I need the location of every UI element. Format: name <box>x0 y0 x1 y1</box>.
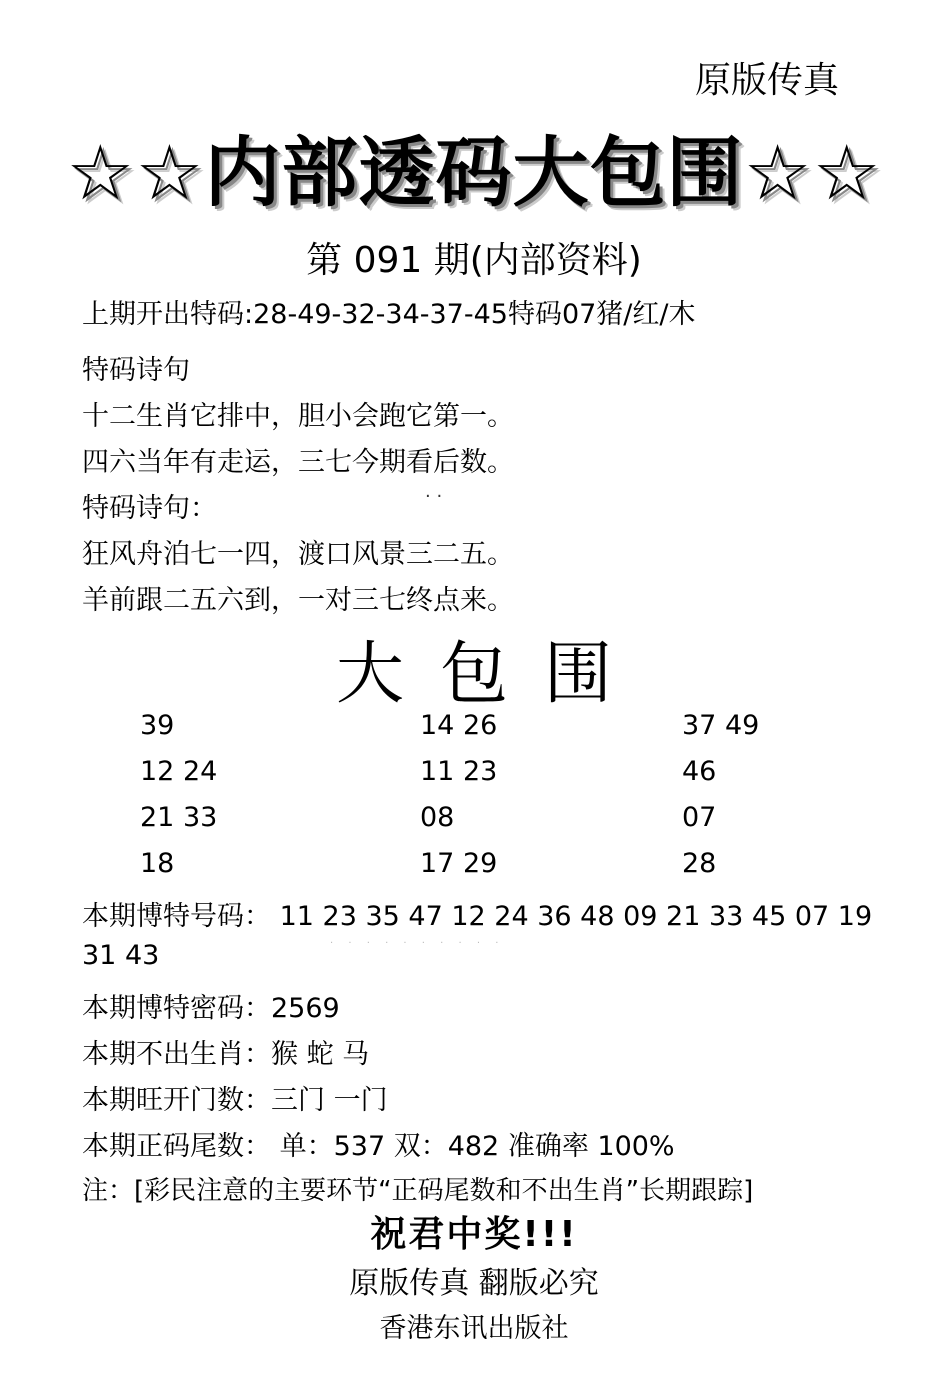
tail-numbers: 本期正码尾数： 单：537 双：482 准确率 100% <box>82 1131 675 1162</box>
poem1-line2: 四六当年有走运，三七今期看后数。 <box>82 447 514 478</box>
poem2-line2: 羊前跟二五六到，一对三七终点来。 <box>82 585 514 616</box>
big-title: 大包围 <box>335 635 648 714</box>
grid-cell: 12 24 <box>140 756 218 787</box>
grid-cell: 18 <box>140 848 175 879</box>
poem1-line1: 十二生肖它排中，胆小会跑它第一。 <box>82 401 514 432</box>
special-numbers-line2: 31 43 <box>82 940 160 971</box>
faint-marks: · · · · · · · · · · <box>330 938 505 949</box>
page-title: ☆☆内部透码大包围☆☆ <box>66 128 882 217</box>
last-draw-result: 上期开出特码:28-49-32-34-37-45特码07猪/红/木 <box>82 299 696 330</box>
grid-cell: 08 <box>420 802 455 833</box>
grid-cell: 07 <box>682 802 717 833</box>
grid-cell: 14 26 <box>420 710 498 741</box>
grid-cell: 28 <box>682 848 717 879</box>
poem2-heading: 特码诗句： <box>82 493 217 524</box>
secret-code: 本期博特密码：2569 <box>82 993 340 1024</box>
poem2-line1: 狂风舟泊七一四，渡口风景三二五。 <box>82 539 514 570</box>
grid-cell: 11 23 <box>420 756 498 787</box>
lucky-doors: 本期旺开门数：三门 一门 <box>82 1085 388 1116</box>
grid-cell: 46 <box>682 756 717 787</box>
grid-cell: 39 <box>140 710 175 741</box>
special-numbers-line1: 本期博特号码： 11 23 35 47 12 24 36 48 09 21 33 45 07 19 <box>82 901 873 932</box>
poem1-heading: 特码诗句 <box>82 355 190 386</box>
fax-label: 原版传真 <box>695 60 840 101</box>
stray-dots: · · <box>425 486 443 507</box>
copyright: 原版传真 翻版必究 <box>349 1266 599 1301</box>
grid-cell: 21 33 <box>140 802 218 833</box>
excluded-zodiac: 本期不出生肖：猴 蛇 马 <box>82 1039 370 1070</box>
grid-cell: 37 49 <box>682 710 760 741</box>
grid-cell: 17 29 <box>420 848 498 879</box>
note: 注：[彩民注意的主要环节“正码尾数和不出生肖”长期跟踪] <box>82 1176 754 1206</box>
congrats: 祝君中奖!!! <box>370 1214 578 1255</box>
issue-number: 第 091 期(内部资料) <box>306 240 642 281</box>
publisher: 香港东讯出版社 <box>379 1313 569 1344</box>
